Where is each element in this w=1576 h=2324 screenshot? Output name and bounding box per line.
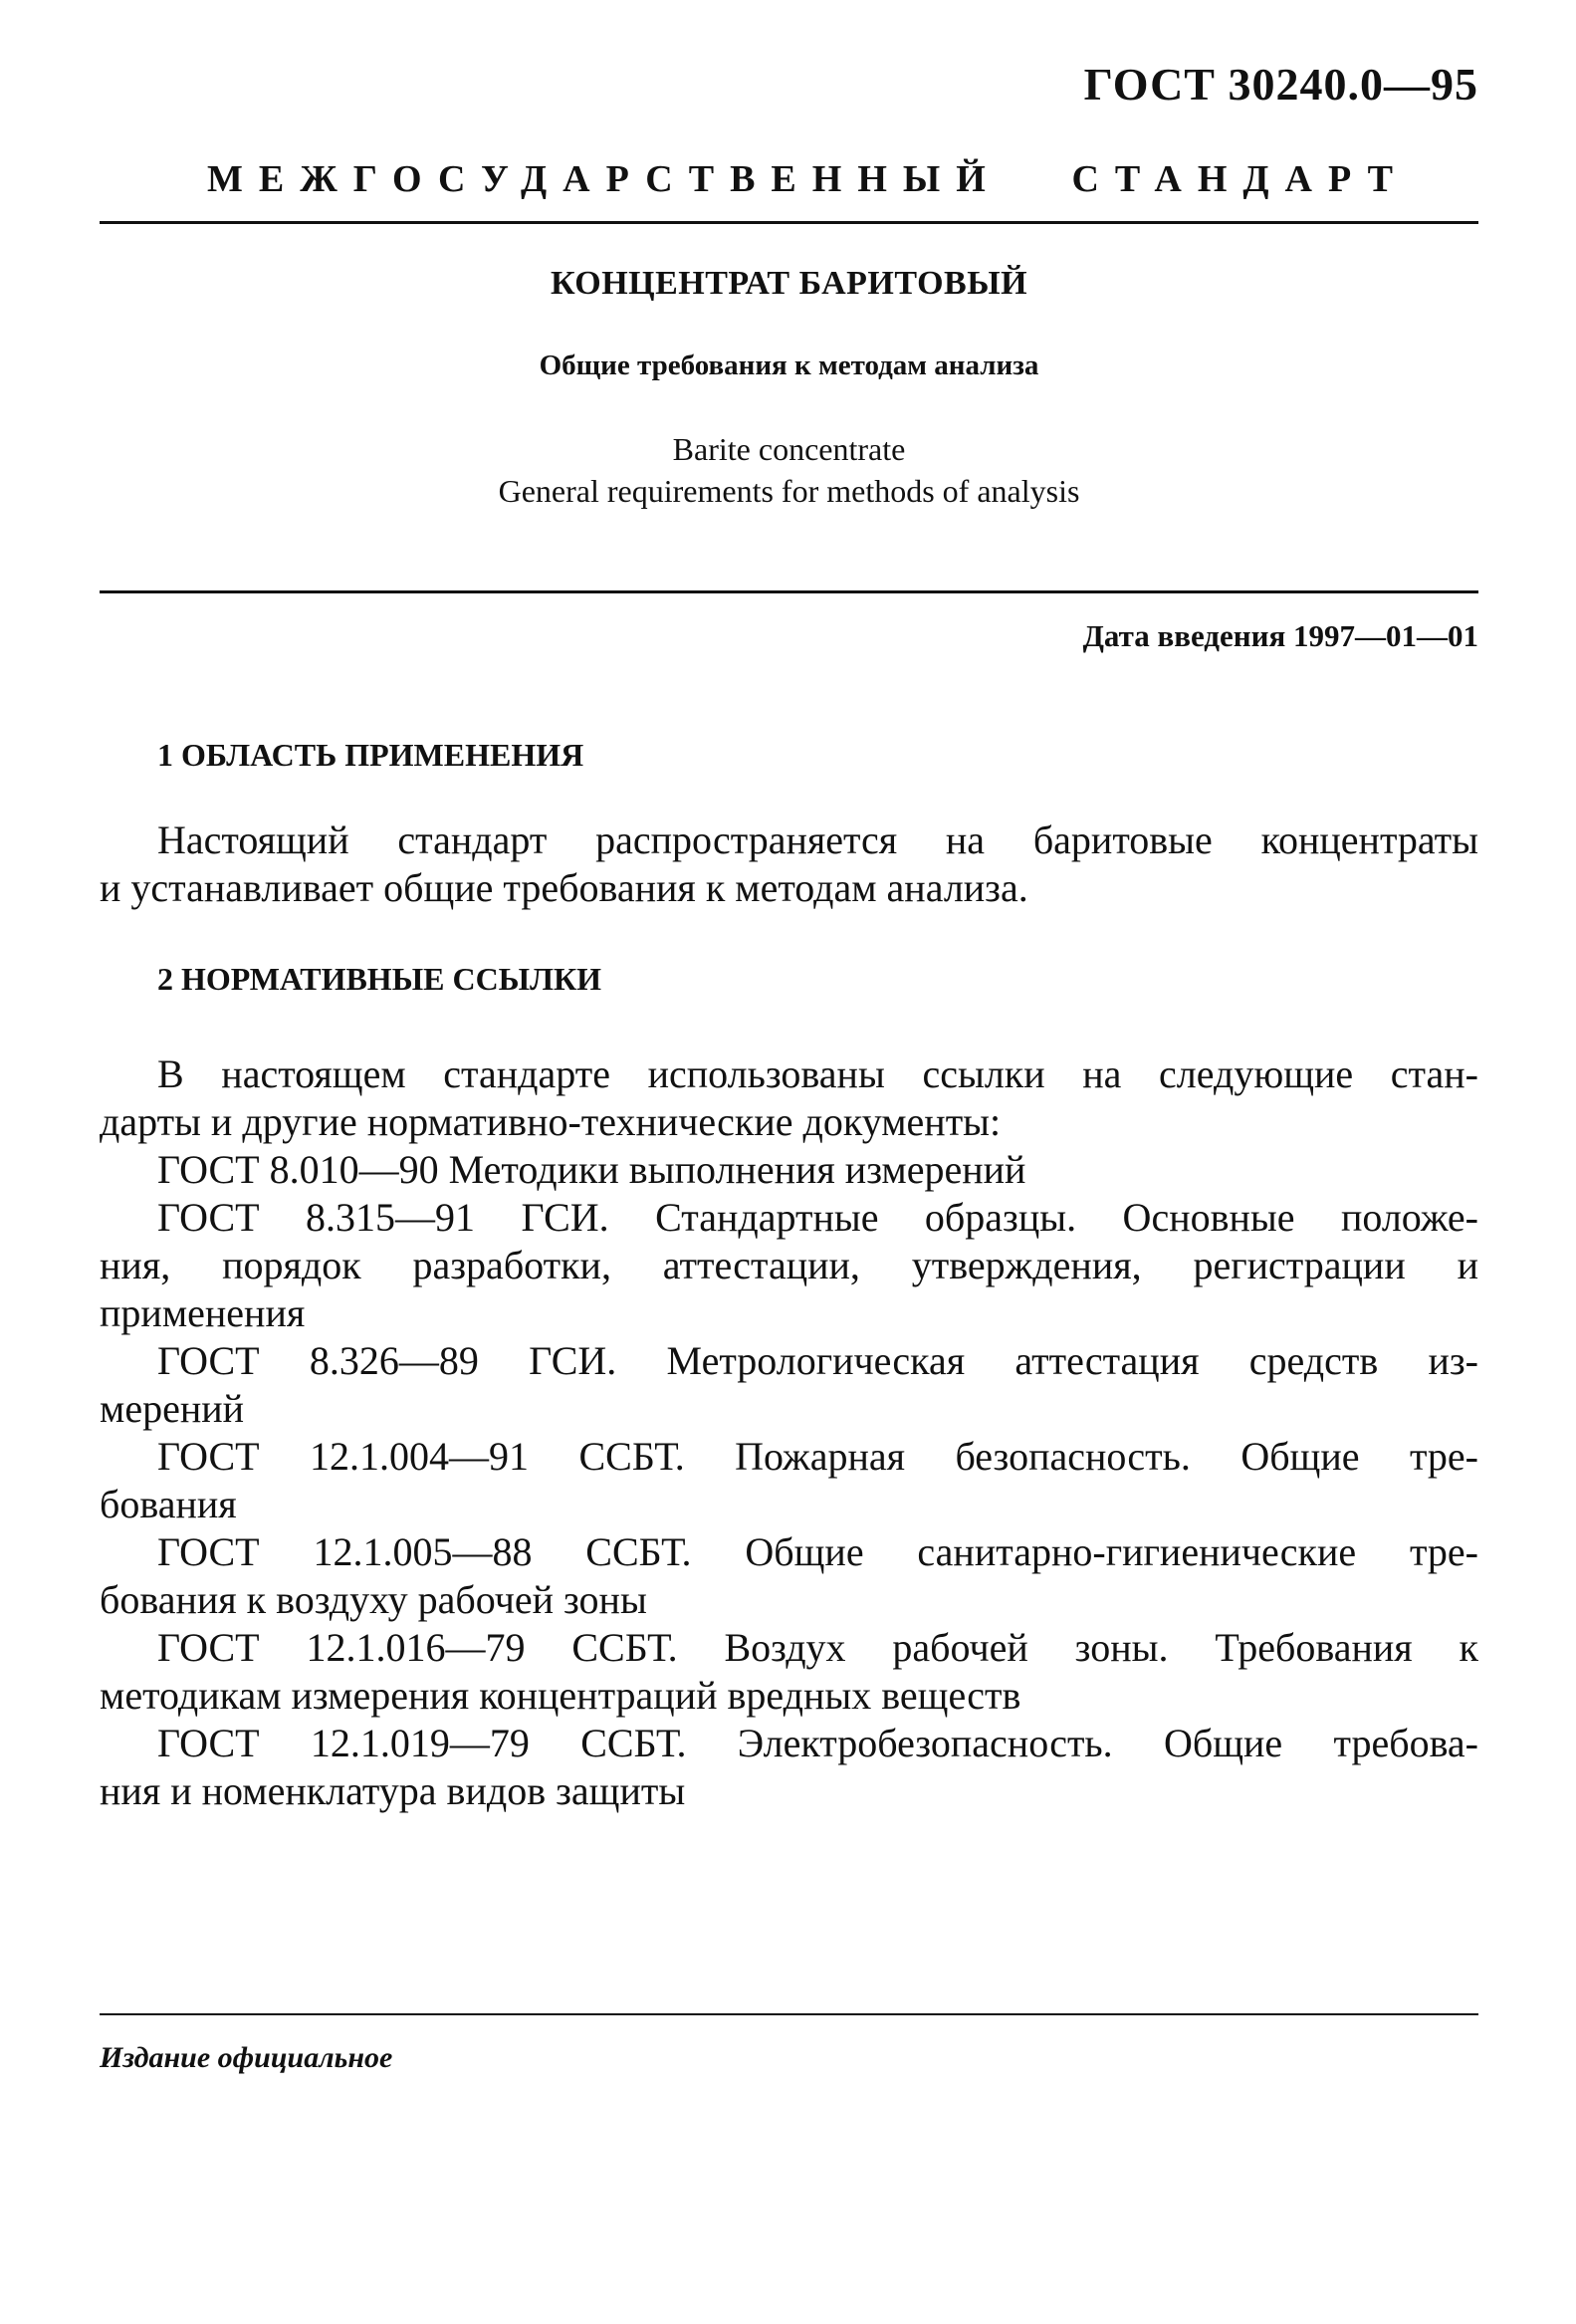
reference-line: методикам измерения концентраций вредных веществ bbox=[100, 1673, 1021, 1718]
reference-line: ния, порядок разработки, аттестации, утверждения, регистрации и bbox=[100, 1243, 1478, 1287]
section-scope-body bbox=[100, 816, 1478, 912]
section-references-body bbox=[100, 1050, 1478, 1815]
official-edition-note: Издание официальное bbox=[100, 2041, 393, 2074]
reference-line: ГОСТ 12.1.005—88 ССБТ. Общие санитарно-гигиенические тре- bbox=[157, 1529, 1478, 1574]
reference-line: ГОСТ 8.326—89 ГСИ. Метрологическая аттестация средств из- bbox=[157, 1338, 1478, 1383]
reference-line: ГОСТ 12.1.004—91 ССБТ. Пожарная безопасность. Общие тре- bbox=[157, 1434, 1478, 1479]
document-title: КОНЦЕНТРАТ БАРИТОВЫЙ bbox=[550, 265, 1028, 302]
reference-line: бования к воздуху рабочей зоны bbox=[100, 1577, 647, 1622]
reference-line: ГОСТ 8.010—90 Методики выполнения измерений bbox=[157, 1147, 1026, 1192]
standard-type-line bbox=[100, 157, 1478, 201]
effective-date: Дата введения 1997—01—01 bbox=[1082, 618, 1478, 653]
english-subtitle: General requirements for methods of analysis bbox=[498, 473, 1080, 509]
reference-line: бования bbox=[100, 1482, 237, 1526]
document-number: ГОСТ 30240.0—95 bbox=[1083, 59, 1478, 110]
top-divider bbox=[100, 221, 1478, 224]
standard-type-word-interstate: МЕЖГОСУДАРСТВЕННЫЙ bbox=[207, 158, 1002, 200]
reference-line: ГОСТ 12.1.016—79 ССБТ. Воздух рабочей зоны. Требования к bbox=[157, 1625, 1478, 1670]
section-heading-scope: 1 ОБЛАСТЬ ПРИМЕНЕНИЯ bbox=[157, 737, 584, 773]
reference-line: ния и номенклатура видов защиты bbox=[100, 1768, 686, 1813]
title-divider bbox=[100, 590, 1478, 593]
document-subtitle: Общие требования к методам анализа bbox=[539, 349, 1039, 381]
reference-line: ГОСТ 12.1.019—79 ССБТ. Электробезопасность. Общие требова- bbox=[157, 1721, 1478, 1765]
reference-line: применения bbox=[100, 1290, 306, 1335]
text-line: Настоящий стандарт распространяется на баритовые концентраты bbox=[157, 817, 1478, 862]
text-line: дарты и другие нормативно-технические документы: bbox=[100, 1099, 1002, 1144]
text-line: и устанавливает общие требования к методам анализа. bbox=[100, 865, 1028, 910]
text-line: В настоящем стандарте использованы ссылки на следующие стан- bbox=[157, 1051, 1478, 1096]
reference-line: мерений bbox=[100, 1386, 245, 1431]
section-heading-references: 2 НОРМАТИВНЫЕ ССЫЛКИ bbox=[157, 961, 602, 997]
reference-line: ГОСТ 8.315—91 ГСИ. Стандартные образцы. Основные положе- bbox=[157, 1195, 1478, 1240]
footer-divider bbox=[100, 2013, 1478, 2015]
standard-type-word-standard: СТАНДАРТ bbox=[1071, 158, 1409, 200]
english-title: Barite concentrate bbox=[672, 431, 906, 467]
